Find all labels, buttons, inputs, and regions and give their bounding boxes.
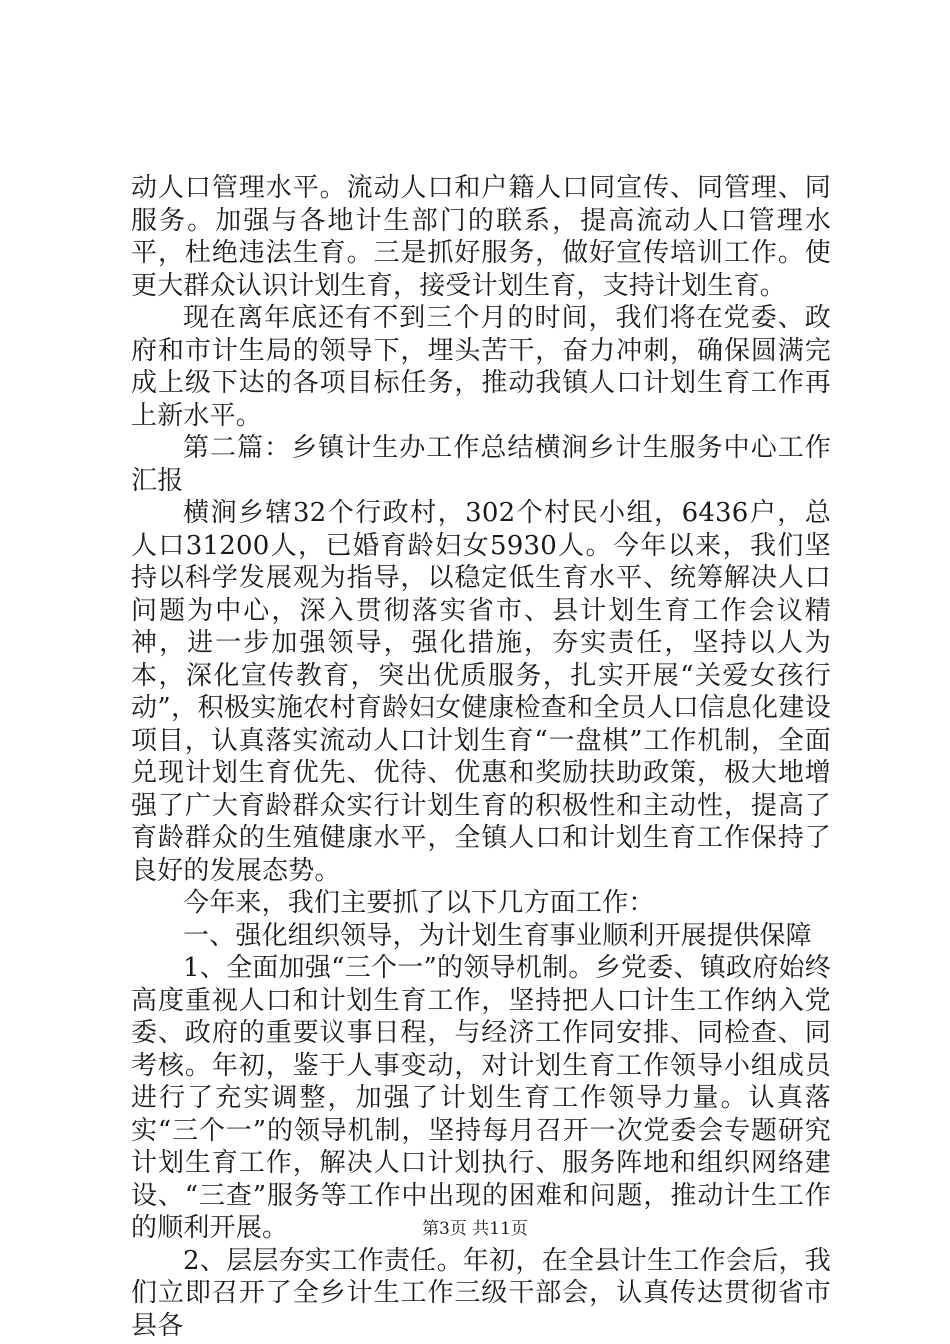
paragraph-4: 今年来，我们主要抓了以下几方面工作： — [183, 888, 655, 918]
paragraph-2: 现在离年底还有不到三个月的时间，我们将在党委、政府和市计生局的领导下，埋头苦干，奋力冲刺，确保圆满完成上级下达的各项目标任务，推动我镇人口计划生育工作再上新水平。 — [131, 303, 831, 431]
subheading-1: 一、强化组织领导，为计划生育事业顺利开展提供保障 — [183, 920, 812, 951]
section-heading: 第二篇：乡镇计生办工作总结横涧乡计生服务中心工作汇报 — [131, 433, 831, 496]
paragraph-6: 2、层层夯实工作责任。年初，在全县计生工作会后，我们立即召开了全乡计生工作三级干部会，认真传达贯彻省市县各 — [131, 1245, 831, 1341]
document-body — [131, 172, 831, 1342]
paragraph-5: 1、全面加强“三个一”的领导机制。乡党委、镇政府始终高度重视人口和计划生育工作，坚持把人口计生工作纳入党委、政府的重要议事日程，与经济工作同安排、同检查、同考核。年初，鉴于人事变动，对计划生育工作领导小组成员进行了充实调整，加强了计划生育工作领导力量。认真落实“三个一”的领导机制，坚持每月召开一次党委会专题研究计划生育工作，解决人口计划执行、服务阵地和组织网络建设、“三查”服务等工作中出现的困难和问题，推动计生工作的顺利开展。 — [131, 953, 831, 1243]
paragraph-1: 动人口管理水平。流动人口和户籍人口同宣传、同管理、同服务。加强与各地计生部门的联系，提高流动人口管理水平，杜绝违法生育。三是抓好服务，做好宣传培训工作。使更大群众认识计划生育，接受计划生育，支持计划生育。 — [131, 173, 831, 301]
page-number: 第3页 共11页 — [422, 1219, 528, 1239]
paragraph-3: 横涧乡辖32个行政村，302个村民小组，6436户，总人口31200人，已婚育龄妇女5930人。今年以来，我们坚持以科学发展观为指导，以稳定低生育水平、统筹解决人口问题为中心，深入贯彻落实省市、县计划生育工作会议精神，进一步加强领导，强化措施，夯实责任，坚持以人为本，深化宣传教育，突出优质服务，扎实开展“关爱女孩行动”，积极实施农村育龄妇女健康检查和全员人口信息化建设项目，认真落实流动人口计划生育“一盘棋”工作机制，全面兑现计划生育优先、优待、优惠和奖励扶助政策，极大地增强了广大育龄群众实行计划生育的积极性和主动性，提高了育龄群众的生殖健康水平，全镇人口和计划生育工作保持了良好的发展态势。 — [131, 498, 831, 886]
